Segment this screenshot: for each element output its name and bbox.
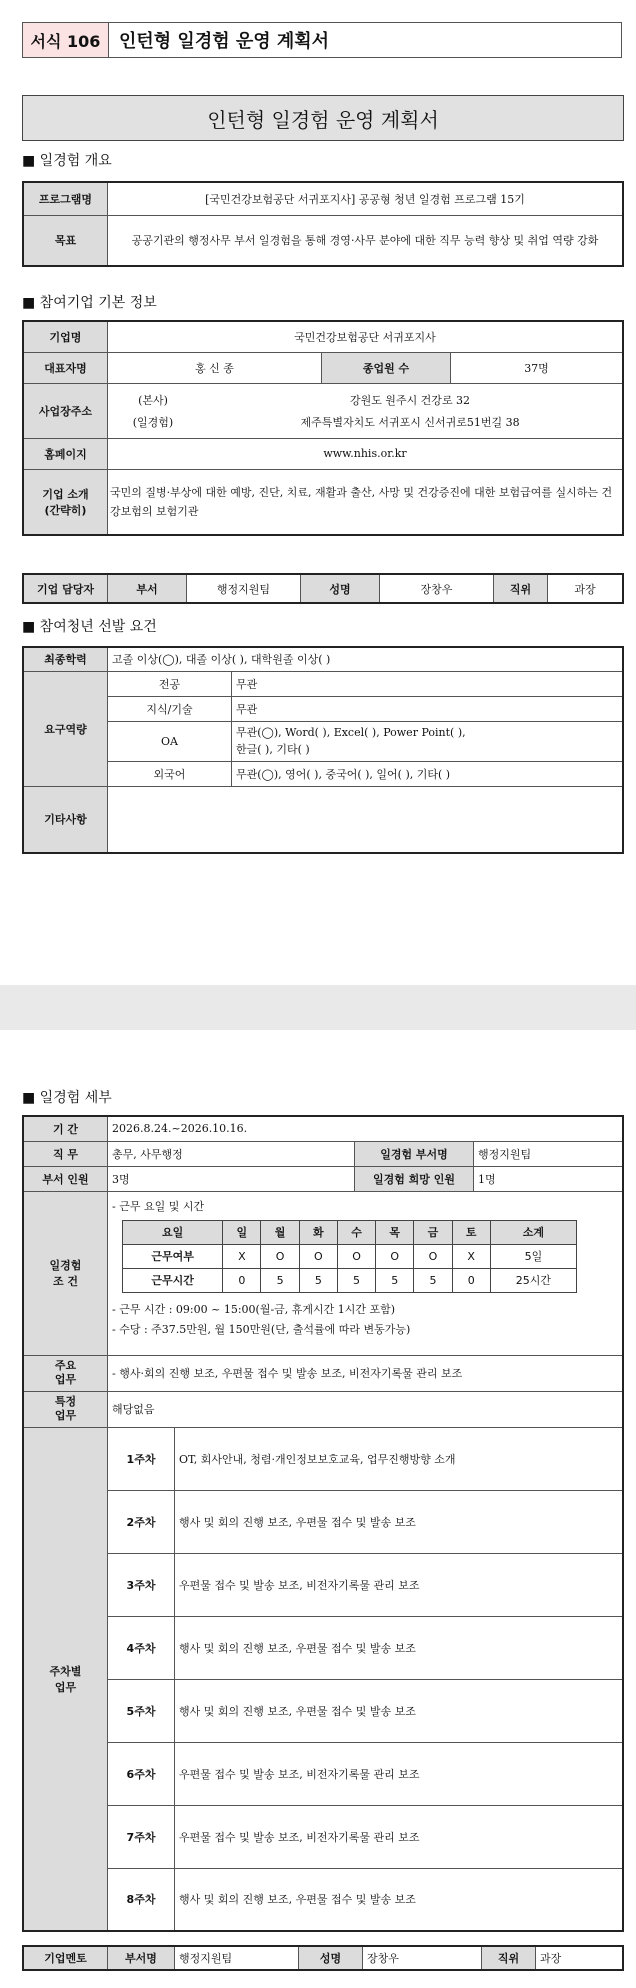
address-work: 제주특별자치도 서귀포시 신서귀로51번길 38: [300, 415, 520, 429]
detail-dept-label: 일경험 부서명: [355, 1141, 474, 1166]
edu-value: 고졸 이상(◯), 대졸 이상( ), 대학원졸 이상( ): [108, 647, 624, 671]
condition-time: - 근무 시간 : 09:00 ~ 15:00(월-금, 휴게시간 1시간 포함): [112, 1302, 396, 1316]
homepage-label: 홈페이지: [23, 438, 108, 469]
hope-value: 1명: [474, 1166, 624, 1191]
address-work-tag: (일경험): [132, 415, 174, 429]
week-task: 행사 및 회의 진행 보조, 우편물 접수 및 발송 보조: [175, 1868, 624, 1931]
program-value: [국민건강보험공단 서귀포지사] 공공형 청년 일경험 프로그램 15기: [108, 182, 624, 215]
program-label: 프로그램명: [23, 182, 108, 215]
week-task: OT, 회사안내, 청렴·개인정보보호교육, 업무진행방향 소개: [175, 1427, 624, 1490]
hope-label: 일경험 희망 인원: [355, 1166, 474, 1191]
week-label: 2주차: [108, 1490, 175, 1553]
homepage-value: www.nhis.or.kr: [108, 438, 624, 469]
period-label: 기 간: [23, 1116, 108, 1141]
main-duty-label: 주요 업무: [23, 1355, 108, 1391]
section-detail: ■ 일경험 세부: [22, 1090, 112, 1106]
overview-table: [22, 181, 624, 267]
document-title: 인턴형 일경험 운영 계획서: [22, 95, 624, 141]
staff-value: 37명: [451, 352, 624, 383]
sched-head: 화: [299, 1220, 337, 1244]
intro-label: 기업 소개 (간략히): [23, 469, 108, 535]
mentor-pos-label: 직위: [482, 1946, 536, 1970]
sched-cell: 5: [414, 1268, 452, 1292]
condition-label: 일경험 조 건: [23, 1191, 108, 1355]
mentor-name-label: 성명: [299, 1946, 363, 1970]
oa-line-2: 한글( ), 기타( ): [236, 743, 310, 756]
contact-dept-label: 부서: [108, 574, 187, 603]
sched-cell: 25시간: [490, 1268, 576, 1292]
major-label: 전공: [108, 671, 232, 696]
mentor-name: 장창우: [363, 1946, 482, 1970]
ceo-label: 대표자명: [23, 352, 108, 383]
period-value: 2026.8.24.~2026.10.16.: [108, 1116, 624, 1141]
address-value: [108, 383, 624, 438]
ceo-value: 홍 신 종: [108, 352, 322, 383]
page-2: [0, 1030, 636, 1988]
week-task: 행사 및 회의 진행 보조, 우편물 접수 및 발송 보조: [175, 1679, 624, 1742]
mentor-dept: 행정지원팀: [175, 1946, 299, 1970]
company-table: [22, 320, 624, 536]
sched-cell: O: [261, 1244, 299, 1268]
sched-cell: 5: [376, 1268, 414, 1292]
form-number: 서식 106: [23, 23, 109, 57]
contact-table: [22, 573, 624, 604]
sched-cell: 5: [299, 1268, 337, 1292]
sched-head: 요일: [123, 1220, 223, 1244]
oa-line-1: 무관(◯), Word( ), Excel( ), Power Point( ),: [236, 726, 466, 739]
sched-cell: 5: [261, 1268, 299, 1292]
intro-value: 국민의 질병·부상에 대한 예방, 진단, 치료, 재활과 출산, 사망 및 건강증진에 대한 보험급여를 실시하는 건강보험의 보험기관: [108, 469, 624, 535]
condition-value: [108, 1191, 624, 1355]
duty-value: 총무, 사무행정: [108, 1141, 355, 1166]
condition-heading: - 근무 요일 및 시간: [112, 1199, 205, 1213]
sched-head: 수: [337, 1220, 375, 1244]
contact-pos: 과장: [548, 574, 624, 603]
sched-head: 금: [414, 1220, 452, 1244]
contact-dept: 행정지원팀: [187, 574, 301, 603]
sched-cell: X: [223, 1244, 261, 1268]
etc-value: [108, 786, 624, 853]
mentor-pos: 과장: [536, 1946, 624, 1970]
edu-label: 최종학력: [23, 647, 108, 671]
section-requirements: ■ 참여청년 선발 요건: [22, 619, 157, 635]
weekly-label: 주차별 업무: [23, 1427, 108, 1931]
sched-head: 소계: [490, 1220, 576, 1244]
sched-cell: 0: [223, 1268, 261, 1292]
requirements-table: [22, 646, 624, 854]
week-label: 6주차: [108, 1742, 175, 1805]
sched-cell: O: [414, 1244, 452, 1268]
detail-dept-value: 행정지원팀: [474, 1141, 624, 1166]
language-label: 외국어: [108, 761, 232, 786]
week-task: 행사 및 회의 진행 보조, 우편물 접수 및 발송 보조: [175, 1616, 624, 1679]
page-1: [0, 0, 636, 985]
sched-cell: 5일: [490, 1244, 576, 1268]
week-label: 3주차: [108, 1553, 175, 1616]
major-value: 무관: [232, 671, 624, 696]
language-value: 무관(◯), 영어( ), 중국어( ), 일어( ), 기타( ): [232, 761, 624, 786]
sched-cell: 5: [337, 1268, 375, 1292]
sched-head: 월: [261, 1220, 299, 1244]
mentor-dept-label: 부서명: [108, 1946, 175, 1970]
detail-table: [22, 1115, 624, 1932]
skill-value: 무관: [232, 696, 624, 721]
staff-label: 종업원 수: [322, 352, 451, 383]
sched-head: 일: [223, 1220, 261, 1244]
sched-head: 목: [376, 1220, 414, 1244]
form-header: [22, 22, 622, 58]
sched-row-label: 근무시간: [123, 1268, 223, 1292]
section-overview: ■ 일경험 개요: [22, 153, 112, 169]
sched-head: 토: [452, 1220, 490, 1244]
goal-value: 공공기관의 행정사무 부서 일경험을 통해 경영·사무 분야에 대한 직무 능력 향상 및 취업 역량 강화: [108, 215, 624, 266]
address-hq-tag: (본사): [138, 393, 168, 407]
condition-pay: - 수당 : 주37.5만원, 월 150만원(단, 출석률에 따라 변동가능): [112, 1322, 411, 1336]
form-title: 인턴형 일경험 운영 계획서: [119, 31, 330, 52]
week-label: 1주차: [108, 1427, 175, 1490]
contact-label: 기업 담당자: [23, 574, 108, 603]
sched-cell: O: [337, 1244, 375, 1268]
special-duty-value: 해당없음: [108, 1391, 624, 1427]
company-name-label: 기업명: [23, 321, 108, 352]
address-label: 사업장주소: [23, 383, 108, 438]
week-label: 7주차: [108, 1805, 175, 1868]
week-label: 5주차: [108, 1679, 175, 1742]
duty-label: 직 무: [23, 1141, 108, 1166]
contact-name: 장창우: [380, 574, 494, 603]
company-name: 국민건강보험공단 서귀포지사: [108, 321, 624, 352]
competency-label: 요구역량: [23, 671, 108, 786]
goal-label: 목표: [23, 215, 108, 266]
contact-pos-label: 직위: [494, 574, 548, 603]
special-duty-label: 특정 업무: [23, 1391, 108, 1427]
week-label: 8주차: [108, 1868, 175, 1931]
sched-cell: O: [376, 1244, 414, 1268]
week-label: 4주차: [108, 1616, 175, 1679]
oa-label: OA: [108, 721, 232, 761]
skill-label: 지식/기술: [108, 696, 232, 721]
sched-row-label: 근무여부: [123, 1244, 223, 1268]
address-hq: 강원도 원주시 건강로 32: [349, 393, 471, 407]
week-task: 우편물 접수 및 발송 보조, 비전자기록물 관리 보조: [175, 1553, 624, 1616]
oa-value: [232, 721, 624, 761]
week-task: 행사 및 회의 진행 보조, 우편물 접수 및 발송 보조: [175, 1490, 624, 1553]
week-task: 우편물 접수 및 발송 보조, 비전자기록물 관리 보조: [175, 1805, 624, 1868]
mentor-table: [22, 1945, 624, 1971]
dept-staff-label: 부서 인원: [23, 1166, 108, 1191]
etc-label: 기타사항: [23, 786, 108, 853]
schedule-table: [122, 1220, 577, 1293]
mentor-label: 기업멘토: [23, 1946, 108, 1970]
main-duty-value: - 행사·회의 진행 보조, 우편물 접수 및 발송 보조, 비전자기록물 관리 보조: [108, 1355, 624, 1391]
dept-staff-value: 3명: [108, 1166, 355, 1191]
section-company: ■ 참여기업 기본 정보: [22, 295, 157, 311]
sched-cell: O: [299, 1244, 337, 1268]
sched-cell: X: [452, 1244, 490, 1268]
contact-name-label: 성명: [301, 574, 380, 603]
week-task: 우편물 접수 및 발송 보조, 비전자기록물 관리 보조: [175, 1742, 624, 1805]
sched-cell: 0: [452, 1268, 490, 1292]
